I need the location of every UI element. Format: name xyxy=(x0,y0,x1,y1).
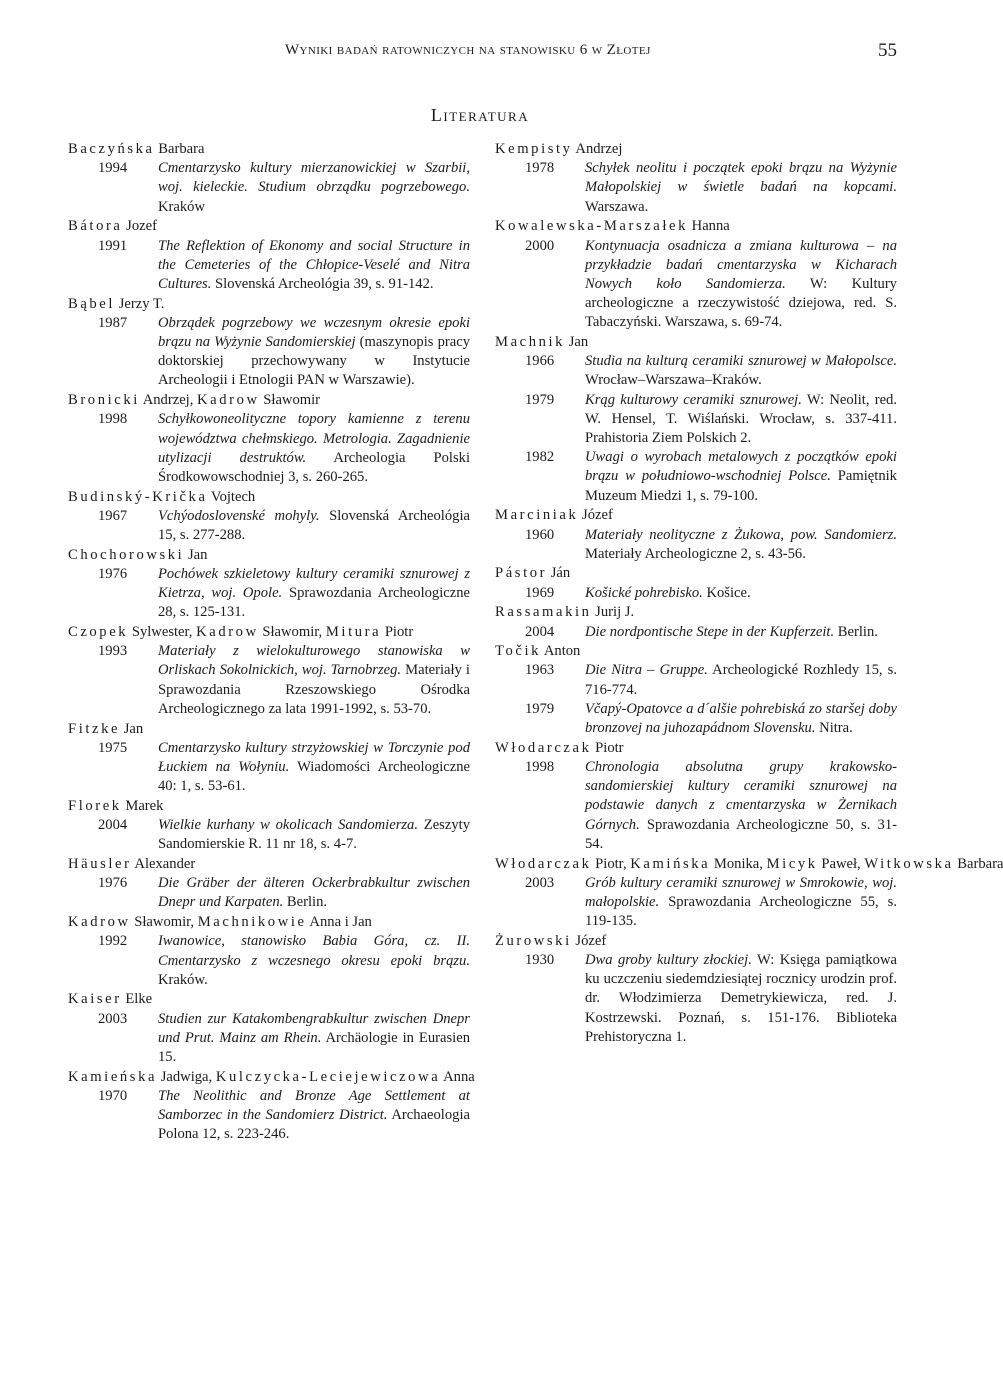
author-given-name: Sylwester, xyxy=(128,624,197,641)
author-given-name: Jozef xyxy=(122,218,157,235)
publication-title: Iwanowice, stanowisko Babia Góra, cz. II. Cmentarzysko z wczesnego okresu epoki brązu. xyxy=(158,933,470,969)
author-surname: Machnik xyxy=(495,334,566,351)
publication-title: Dwa groby kultury złockiej. xyxy=(585,952,752,969)
author-given-name: Piotr, xyxy=(591,855,631,872)
publication-details: Zeszyty Sandomierskie R. 11 nr 18, s. 4-7. xyxy=(158,817,470,853)
author-surname: Kamieńska xyxy=(68,1068,158,1085)
author-given-name: Jerzy T. xyxy=(115,295,165,312)
publication-title: Vchýodoslovenské mohyly. xyxy=(158,507,320,524)
author-surname: Kulczycka-Leciejewiczowa xyxy=(215,1068,441,1085)
publication-reference xyxy=(158,816,470,854)
publication-item xyxy=(495,237,897,333)
section-title: Literatura xyxy=(430,105,530,125)
publication-year: 2003 xyxy=(525,874,555,891)
publication-title: The Reflektion of Ekonomy and social Structure in the Cemeteries of the Chłopice-Veselé and Nitra Cultures. xyxy=(158,237,470,292)
publication-reference xyxy=(158,159,470,217)
publication-year: 1998 xyxy=(525,759,555,775)
author-surname: Rassamakin xyxy=(495,604,592,621)
publication-item xyxy=(68,1010,470,1068)
entry-authors xyxy=(68,797,470,816)
author-surname: Włodarczak xyxy=(495,739,592,756)
publication-details: Materiały Archeologiczne 2, s. 43-56. xyxy=(585,545,806,562)
entry-authors xyxy=(68,295,470,314)
publication-reference xyxy=(585,352,897,390)
publication-year: 1991 xyxy=(98,237,128,254)
publication-year: 1930 xyxy=(525,952,555,969)
publication-reference xyxy=(158,237,470,295)
publication-title: Wielkie kurhany w okolicach Sandomierza. xyxy=(158,817,418,834)
publication-title: Materiały neolityczne z Żukowa, pow. Sandomierz. xyxy=(585,526,897,543)
entry-authors xyxy=(495,564,897,583)
publication-details: Archaeologia Polona 12, s. 223-246. xyxy=(158,1107,470,1143)
bibliography-entry xyxy=(68,295,470,391)
publication-item xyxy=(495,661,897,699)
author-surname: Czopek xyxy=(68,624,129,641)
author-surname: Fitzke xyxy=(68,720,121,737)
publication-title: Krąg kulturowy ceramiki sznurowej. xyxy=(585,391,802,408)
publication-item xyxy=(495,448,897,506)
author-given-name: Józef xyxy=(571,932,607,949)
publication-reference xyxy=(585,758,897,854)
publication-reference xyxy=(585,661,897,699)
publication-year: 1998 xyxy=(98,411,128,428)
publication-item xyxy=(495,526,897,564)
entry-authors xyxy=(68,1068,475,1087)
publication-details: Kraków. xyxy=(158,971,208,988)
author-given-name: Piotr xyxy=(381,624,414,641)
publication-details: (maszynopis pracy doktorskiej przechowywany w Instytucie Archeologii i Etnologii PAN w Warszawie). xyxy=(158,334,470,389)
bibliography-entry xyxy=(495,642,897,738)
bibliography-entry xyxy=(68,720,470,797)
author-surname: Budinský-Krička xyxy=(68,488,208,505)
publication-reference xyxy=(585,448,897,506)
publication-item xyxy=(495,352,897,390)
entry-authors xyxy=(495,603,897,622)
publication-reference xyxy=(585,237,897,333)
publication-title: Schyłek neolitu i początek epoki brązu na Wyżynie Małopolskiej w świetle badań na kopcami. xyxy=(585,160,897,196)
publication-item xyxy=(495,758,897,854)
author-surname: Kadrow xyxy=(197,392,260,409)
entry-authors xyxy=(68,623,470,642)
publication-item xyxy=(68,932,470,990)
entry-authors xyxy=(68,990,470,1009)
author-given-name: Barbara xyxy=(154,141,205,157)
author-given-name: Jan xyxy=(565,334,589,351)
publication-year: 1976 xyxy=(98,875,128,892)
publication-item xyxy=(68,874,470,912)
author-given-name: Jadwiga, xyxy=(157,1068,216,1085)
publication-item xyxy=(68,237,470,295)
publication-reference xyxy=(158,1087,470,1145)
bibliography-entry xyxy=(495,603,897,641)
author-given-name: Sławomir, xyxy=(130,914,198,931)
publication-details: Warszawa. xyxy=(585,198,649,215)
author-surname: Kaiser xyxy=(68,991,122,1008)
author-given-name: Andrzej, xyxy=(139,392,198,409)
author-given-name: Anton xyxy=(541,643,581,660)
author-given-name: Elke xyxy=(121,991,153,1008)
publication-year: 1979 xyxy=(525,700,555,717)
entry-authors xyxy=(68,546,470,565)
author-given-name: Anna xyxy=(440,1068,475,1085)
publication-reference xyxy=(158,874,470,912)
author-given-name: Alexander xyxy=(131,856,196,873)
entry-authors xyxy=(495,506,897,525)
author-surname: Bąbel xyxy=(68,295,116,312)
publication-year: 2003 xyxy=(98,1010,128,1027)
entry-authors xyxy=(68,488,470,507)
publication-title: Die Nitra – Gruppe. xyxy=(585,662,708,679)
author-surname: Kempisty xyxy=(495,141,573,157)
publication-year: 1993 xyxy=(98,643,128,660)
publication-reference xyxy=(585,526,897,564)
bibliography-entry xyxy=(495,333,897,506)
bibliography-entry xyxy=(68,391,470,487)
publication-details: Sprawozdania Archeologiczne 55, s. 119-135. xyxy=(585,893,897,930)
publication-reference xyxy=(585,584,897,603)
publication-title: The Neolithic and Bronze Age Settlement at Samborzec in the Sandomierz District. xyxy=(158,1087,470,1124)
publication-title: Cmentarzysko kultury mierzanowickiej w Szarbii, woj. kieleckie. Studium obrządku pogrzebowego. xyxy=(158,160,470,196)
publication-details: W: Księga pamiątkowa ku uczczeniu siedemdziesiątej rocznicy urodzin prof. dr. Włodzimierza Demetrykiewicza, red. J. Kostrzewski. Poznań, s. 151-176. Biblioteka Prehistoryczna 1. xyxy=(585,952,897,1045)
publication-details: Slovenská Archeológia 39, s. 91-142. xyxy=(211,275,434,292)
author-given-name: Andrzej xyxy=(572,141,623,157)
author-given-name: Barbara xyxy=(953,855,1003,872)
author-given-name: Ján xyxy=(547,565,571,582)
publication-title: Grób kultury ceramiki sznurowej w Smrokowie, woj. małopolskie. xyxy=(585,874,897,910)
publication-details: Košice. xyxy=(702,584,751,601)
entry-authors xyxy=(68,217,470,236)
publication-year: 1978 xyxy=(525,160,555,177)
publication-details: Sprawozdania Archeologiczne 28, s. 125-131. xyxy=(158,585,470,621)
author-surname: Żurowski xyxy=(495,932,572,949)
author-given-name: Jan xyxy=(120,720,144,737)
publication-details: Wiadomości Archeologiczne 40: 1, s. 53-61. xyxy=(158,759,470,795)
author-given-name: Paweł, xyxy=(817,855,865,872)
publication-year: 1992 xyxy=(98,933,128,950)
entry-authors xyxy=(495,140,897,159)
bibliography-entry xyxy=(68,140,470,217)
author-surname: Pástor xyxy=(495,565,548,582)
author-surname: Kadrow xyxy=(196,624,259,641)
publication-item xyxy=(495,584,897,603)
author-surname: Witkowska xyxy=(864,855,954,872)
publication-year: 1963 xyxy=(525,662,555,679)
bibliography-entry xyxy=(68,855,470,913)
entry-authors xyxy=(68,913,470,932)
publication-item xyxy=(68,565,470,623)
publication-year: 1967 xyxy=(98,507,128,524)
publication-year: 1987 xyxy=(98,314,128,331)
publication-title: Včapý-Opatovce a d´alšie pohrebiská zo staršej doby bronzovej na juhozapádnom Slovensku. xyxy=(585,700,897,737)
author-given-name: Sławomir, xyxy=(258,624,326,641)
bibliography-entry xyxy=(68,990,470,1067)
author-surname: Bronicki xyxy=(68,392,140,409)
author-surname: Kamińska xyxy=(630,855,711,872)
publication-title: Uwagi o wyrobach metalowych z początków epoki brązu w południowo-wschodniej Polsce. xyxy=(585,449,897,485)
author-given-name: Monika, xyxy=(710,855,767,872)
publication-year: 1979 xyxy=(525,391,555,408)
publication-item xyxy=(495,623,897,642)
publication-details: W: Neolit, red. W. Hensel, T. Wiślański. Wrocław, s. 337-411. Prahistoria Ziem Polskich 2. xyxy=(585,391,897,447)
bibliography-entry xyxy=(68,1068,475,1145)
bibliography-entry xyxy=(495,506,897,564)
publication-reference xyxy=(585,159,897,217)
author-surname: Mitura xyxy=(325,624,382,641)
bibliography-entry xyxy=(68,546,470,623)
publication-reference xyxy=(158,642,470,719)
publication-title: Schyłkowoneolityczne topory kamienne z terenu województwa chełmskiego. Metrologia. Zagadnienie utylizacji destruktów. xyxy=(158,411,470,466)
publication-title: Materiały z wielokulturowego stanowiska w Orliskach Sokolnickich, woj. Tarnobrzeg. xyxy=(158,643,470,679)
publication-item xyxy=(495,874,897,932)
bibliography-entry xyxy=(68,623,470,719)
entry-authors xyxy=(68,720,470,739)
publication-item xyxy=(495,159,897,217)
publication-reference xyxy=(585,391,897,449)
publication-details: Materiały i Sprawozdania Rzeszowskiego Ośrodka Archeologicznego za lata 1991-1992, s. 53-70. xyxy=(158,662,470,717)
publication-year: 1969 xyxy=(525,584,555,601)
entry-authors xyxy=(495,217,897,236)
publication-reference xyxy=(585,874,897,932)
publication-year: 1976 xyxy=(98,565,128,582)
author-surname: Bátora xyxy=(68,218,123,235)
publication-details: Sprawozdania Archeologiczne 50, s. 31-54. xyxy=(585,816,897,852)
publication-reference xyxy=(158,739,470,797)
author-given-name: Sławomir xyxy=(259,392,321,409)
publication-item xyxy=(68,507,470,545)
publication-item xyxy=(68,1087,470,1145)
publication-reference xyxy=(158,932,470,990)
publication-item xyxy=(68,739,470,797)
publication-reference xyxy=(158,507,470,545)
author-surname: Marciniak xyxy=(495,507,579,524)
publication-item xyxy=(495,700,897,738)
author-given-name: Marek xyxy=(121,797,164,814)
author-surname: Machnikowie xyxy=(197,914,307,931)
bibliography-column-left xyxy=(68,140,475,1145)
publication-title: Cmentarzysko kultury strzyżowskiej w Torczynie pod Łuckiem na Wołyniu. xyxy=(158,739,470,775)
publication-title: Studia na kulturą ceramiki sznurowej w Małopolsce. xyxy=(585,353,897,370)
publication-details: Slovenská Archeológia 15, s. 277-288. xyxy=(158,507,470,544)
author-given-name: Jurij J. xyxy=(591,604,635,621)
author-surname: Chochorowski xyxy=(68,546,185,563)
publication-title: Košické pohrebisko. xyxy=(585,584,703,601)
publication-item xyxy=(68,314,470,391)
bibliography-entry xyxy=(495,564,897,602)
entry-authors xyxy=(495,333,897,352)
publication-reference xyxy=(585,951,897,1047)
entry-authors xyxy=(495,642,897,661)
author-given-name: Vojtech xyxy=(207,488,256,505)
publication-year: 2004 xyxy=(98,817,128,834)
publication-reference xyxy=(158,314,470,391)
author-surname: Florek xyxy=(68,797,122,814)
publication-reference xyxy=(585,700,897,738)
bibliography-entry xyxy=(68,913,470,990)
author-surname: Micyk xyxy=(766,855,818,872)
entry-authors xyxy=(68,855,470,874)
publication-details: Archeologia Polski Środkowowschodniej 3, s. 260-265. xyxy=(158,449,470,485)
entry-authors xyxy=(68,140,470,159)
bibliography-entry xyxy=(495,739,897,854)
publication-year: 1960 xyxy=(525,526,555,543)
author-surname: Kadrow xyxy=(68,914,131,931)
author-given-name: Hanna xyxy=(688,218,730,235)
author-surname: Kowalewska-Marszałek xyxy=(495,218,689,235)
publication-details: Archeologické Rozhledy 15, s. 716-774. xyxy=(585,662,897,698)
publication-reference xyxy=(158,410,470,487)
author-surname: Točik xyxy=(495,643,542,660)
publication-year: 1966 xyxy=(525,353,555,370)
author-given-name: Piotr xyxy=(591,739,624,756)
publication-year: 1975 xyxy=(98,739,128,756)
bibliography-entry xyxy=(68,797,470,855)
publication-reference xyxy=(158,565,470,623)
page-number: 55 xyxy=(878,40,897,61)
publication-title: Pochówek szkieletowy kultury ceramiki sznurowej z Kietrza, woj. Opole. xyxy=(158,565,470,602)
author-surname: Baczyńska xyxy=(68,141,155,157)
entry-authors xyxy=(495,855,1003,874)
publication-details: Berlin. xyxy=(834,623,878,640)
publication-title: Die nordpontische Stepe in der Kupferzeit. xyxy=(585,623,835,640)
publication-details: Pamiętnik Muzeum Miedzi 1, s. 79-100. xyxy=(585,468,897,504)
entry-authors xyxy=(495,739,897,758)
publication-details: Kraków xyxy=(158,198,206,215)
entry-authors xyxy=(68,391,470,410)
author-surname: Häusler xyxy=(68,856,132,873)
publication-item xyxy=(68,410,470,487)
publication-item xyxy=(68,816,470,854)
publication-item xyxy=(68,642,470,719)
publication-reference xyxy=(585,623,897,642)
publication-year: 1994 xyxy=(98,160,128,177)
publication-year: 1982 xyxy=(525,449,555,466)
author-given-name: Józef xyxy=(578,507,613,524)
publication-details: Wrocław–Warszawa–Kraków. xyxy=(585,372,762,389)
author-surname: Włodarczak xyxy=(495,855,592,872)
publication-details: Berlin. xyxy=(283,894,328,911)
publication-details: W: Kultury archeologiczne a rzeczywistość dziejowa, red. S. Tabaczyński. Warszawa, s. 69-74. xyxy=(585,275,897,331)
publication-year: 2004 xyxy=(525,623,555,640)
publication-item xyxy=(495,391,897,449)
publication-year: 1970 xyxy=(98,1087,128,1104)
running-header-title: Wyniki badań ratowniczych na stanowisku 6 w Złotej xyxy=(285,42,651,58)
author-given-name: Anna i Jan xyxy=(306,914,372,931)
bibliography-entry xyxy=(68,488,470,546)
bibliography-column-right xyxy=(495,140,1003,1048)
bibliography-entry xyxy=(495,217,897,332)
bibliography-entry xyxy=(495,932,897,1047)
publication-title: Studien zur Katakombengrabkultur zwischen Dnepr und Prut. Mainz am Rhein. xyxy=(158,1010,470,1046)
publication-item xyxy=(68,159,470,217)
publication-reference xyxy=(158,1010,470,1068)
publication-item xyxy=(495,951,897,1047)
publication-title: Kontynuacja osadnicza a zmiana kulturowa – na przykładzie badań cmentarzyska w Kicharach Nowych koło Sandomierza. xyxy=(585,237,897,292)
publication-details: Archäologie in Eurasien 15. xyxy=(158,1029,470,1066)
bibliography-entry xyxy=(495,140,897,217)
bibliography-entry xyxy=(68,217,470,294)
publication-title: Obrządek pogrzebowy we wczesnym okresie epoki brązu na Wyżynie Sandomierskiej xyxy=(158,314,470,351)
publication-year: 2000 xyxy=(525,237,555,254)
publication-details: Nitra. xyxy=(815,720,853,737)
entry-authors xyxy=(495,932,897,951)
bibliography-entry xyxy=(495,855,1003,932)
publication-title: Chronologia absolutna grupy krakowsko-sandomierskiej kultury ceramiki sznurowej na podstawie danych z cmentarzyska w Żernikach Górnych. xyxy=(585,759,897,833)
author-given-name: Jan xyxy=(184,546,208,563)
publication-title: Die Gräber der älteren Ockerbrabkultur zwischen Dnepr und Karpaten. xyxy=(158,875,470,911)
